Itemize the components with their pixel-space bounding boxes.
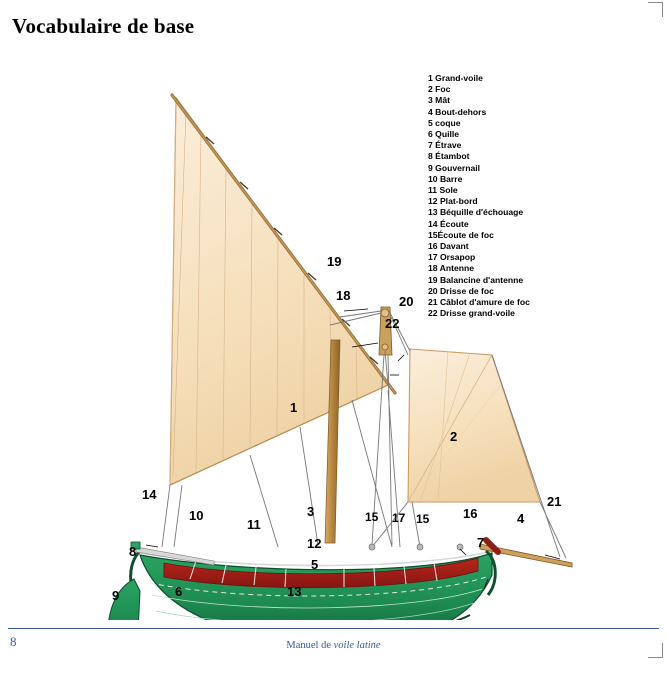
callout-7: 7 [477,535,485,550]
legend-item: 10 Barre [428,173,463,184]
callout-3: 3 [307,504,315,519]
callout-11: 11 [247,517,261,532]
footer-divider [8,628,659,629]
callout-14: 14 [142,487,157,502]
mainsail-shape [170,98,388,485]
boat-diagram [0,55,667,620]
legend-item: 4 Bout-dehors [428,106,487,117]
callout-4: 4 [517,511,525,526]
callout-1: 1 [290,400,298,415]
callout-15-b: 15 [416,512,430,526]
legend-item: 7 Étrave [428,140,462,151]
legend-item: 16 Davant [428,241,469,252]
callout-12: 12 [307,536,322,551]
callout-16: 16 [463,506,478,521]
legend-item: 2 Foc [428,84,451,95]
legend-item: 11 Sole [428,185,458,196]
footer-page-number: 8 [10,634,17,649]
footer-text-plain: Manuel de [286,640,334,651]
legend-item: 13 Béquille d'échouage [428,207,524,218]
legend-item: 14 Écoute [428,218,469,229]
legend-item: 3 Mât [428,95,450,106]
footer-text-italic: voile latine [333,640,381,651]
legend-item: 8 Étambot [428,151,470,162]
callout-9: 9 [112,588,120,603]
legend-item: 5 coque [428,117,461,128]
legend-item: 1 Grand-voile [428,73,483,83]
callout-22: 22 [385,316,400,331]
footer-text [0,640,667,651]
callout-21: 21 [547,494,562,509]
callout-19: 19 [327,254,342,269]
legend-item: 15Écoute de foc [428,229,494,240]
legend-item: 6 Quille [428,129,460,140]
callout-8: 8 [129,544,137,559]
legend-item: 9 Gouvernail [428,162,481,173]
callout-10: 10 [189,508,204,523]
callout-5: 5 [311,557,319,572]
callout-13: 13 [287,584,302,599]
legend-item: 17 Orsapop [428,252,476,263]
callout-20: 20 [399,294,414,309]
callout-2: 2 [450,429,458,444]
legend-item: 12 Plat-bord [428,196,478,207]
callout-15-a: 15 [365,510,379,524]
legend-item: 20 Drisse de foc [428,285,494,296]
legend-item: 18 Antenne [428,263,475,274]
crop-mark-top-right [648,2,663,17]
page-title: Vocabulaire de base [12,14,195,38]
legend-item: 19 Balancine d'antenne [428,274,524,285]
legend-item: 21 Câblot d'amure de foc [428,297,530,308]
legend-item: 22 Drisse grand-voile [428,308,515,319]
callout-6: 6 [175,584,183,599]
callout-17: 17 [392,511,406,525]
callout-18: 18 [336,288,351,303]
jib-shape [408,349,540,502]
masthead-fitting [379,307,392,355]
deck-fittings [131,542,463,550]
